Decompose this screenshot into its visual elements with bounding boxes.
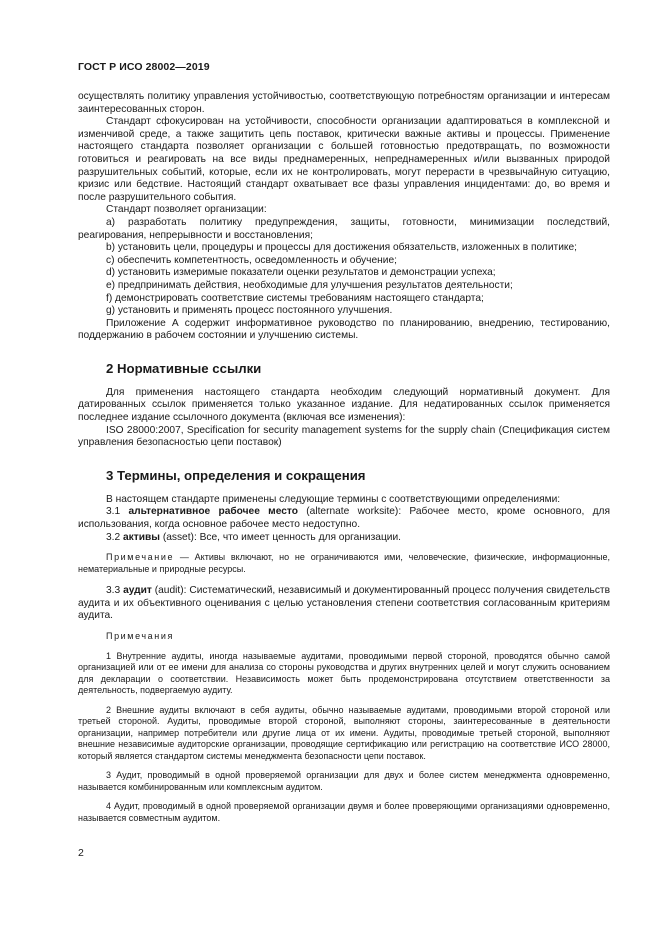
list-item: b) установить цели, процедуры и процессы для достижения обязательств, изложенных в политике; <box>106 242 577 254</box>
note-text: — Активы включают, но не ограничиваются ими, человеческие, физические, информационные, нематериальные и природные ресурсы. <box>78 552 610 574</box>
list-item: f) демонстрировать соответствие системы требованиям настоящего стандарта; <box>106 292 484 304</box>
note-3-2 <box>78 552 610 575</box>
note-item: 3 Аудит, проводимый в одной проверяемой организации для двух и более систем менеджмента одновременно, называется комбинированным или комплексным аудитом. <box>78 770 610 792</box>
note-label: Примечание <box>106 552 175 563</box>
term-name: активы <box>123 531 160 543</box>
paragraph: Стандарт позволяет организации: <box>106 204 267 216</box>
term-definition: (alternate worksite): Рабочее место, кроме основного, для использования, когда основное рабочее место недоступно. <box>78 506 610 531</box>
term-number: 3.3 <box>106 585 124 597</box>
document-header: ГОСТ Р ИСО 28002—2019 <box>78 61 210 73</box>
notes-label: Примечания <box>106 631 174 641</box>
note-item: 2 Внешние аудиты включают в себя аудиты, обычно называемые аудитами, проводимыми второй стороной или третьей стороной. Аудиты, проводимые второй стороной, выполняют стороны, заинтересованные в деятельности организации, например потребители или другие лица от их имени. Аудиты, проводимые третьей стороной, выполняют внешние независимые аудиторские организации, проводящие сертификацию или регистрацию на соответствие ИСО 28000, который является стандартом системы менеджмента безопасности цепи поставок. <box>78 704 610 761</box>
list-item: d) установить измеримые показатели оценки результатов и демонстрации успеха; <box>106 267 496 279</box>
note-item: 4 Аудит, проводимый в одной проверяемой организации двумя и более проверяющими организациями одновременно, называется совместным аудитом. <box>78 801 610 823</box>
paragraph: Стандарт сфокусирован на устойчивости, способности организации адаптироваться в комплексной и изменчивой среде, а также защитить цепь поставок, критически важные активы и процессы. Применение настоящего стандарта позволяет организации с большей готовностью предотвращать, по возможности готовиться и реагировать на все виды преднамеренных, непреднамеренных и/или вызванных природой разрушительных событий, которые, если их не контролировать, могут перерасти в чрезвычайную ситуацию, кризис или бедствие. Настоящий стандарт охватывает все фазы управления инцидентами: до, во время и после разрушительного события. <box>78 116 610 203</box>
term-3-1 <box>78 506 610 531</box>
term-name: аудит <box>123 585 152 597</box>
term-3-2 <box>78 532 610 545</box>
paragraph: осуществлять политику управления устойчивостью, соответствующую потребностям организации и интересам заинтересованных сторон. <box>78 91 610 115</box>
section-3-heading: 3 Термины, определения и сокращения <box>106 467 366 483</box>
term-definition: (audit): Систематический, независимый и документированный процесс получения свидетельств аудита и их объективного оценивания с целью установления степени соответствия согласованным критериям аудита. <box>78 585 610 622</box>
paragraph: ISO 28000:2007, Specification for security management systems for the supply chain (Спецификация систем управления безопасностью цепи поставок) <box>78 424 610 449</box>
term-3-3 <box>78 585 610 623</box>
term-number: 3.2 <box>106 531 123 543</box>
page-number: 2 <box>78 847 84 859</box>
term-definition: (asset): Все, что имеет ценность для организации. <box>159 531 401 543</box>
note-item: 1 Внутренние аудиты, иногда называемые аудитами, проводимыми первой стороной, проводятся обычно самой организацией или от ее имени для анализа со стороны руководства и других внутренних целей и могут служить основанием для декларации о соответствии. Независимость может быть продемонстрирована отсутствием ответственности за деятельность, подвергаемую аудиту. <box>78 650 610 695</box>
term-number: 3.1 <box>106 506 129 518</box>
document-body <box>78 91 610 824</box>
paragraph: Для применения настоящего стандарта необходим следующий нормативный документ. Для датированных ссылок применяется только указанное издание. Для недатированных ссылок применяется последнее издание ссылочного документа (включая все изменения): <box>78 386 610 424</box>
paragraph: Приложение А содержит информативное руководство по планированию, внедрению, тестированию, поддержанию в рабочем состоянии и улучшению системы. <box>78 317 610 342</box>
term-name: альтернативное рабочее место <box>128 506 298 518</box>
list-item: e) предпринимать действия, необходимые для улучшения результатов деятельности; <box>106 279 513 291</box>
paragraph: В настоящем стандарте применены следующие термины с соответствующими определениями: <box>106 493 561 505</box>
list-item: c) обеспечить компетентность, осведомленность и обучение; <box>106 254 397 266</box>
section-2-heading: 2 Нормативные ссылки <box>106 360 262 376</box>
list-item: g) установить и применять процесс постоянного улучшения. <box>106 305 393 317</box>
list-item: a) разработать политику предупреждения, защиты, готовности, минимизации последствий, реагирования, непрерывности и восстановления; <box>78 216 610 241</box>
